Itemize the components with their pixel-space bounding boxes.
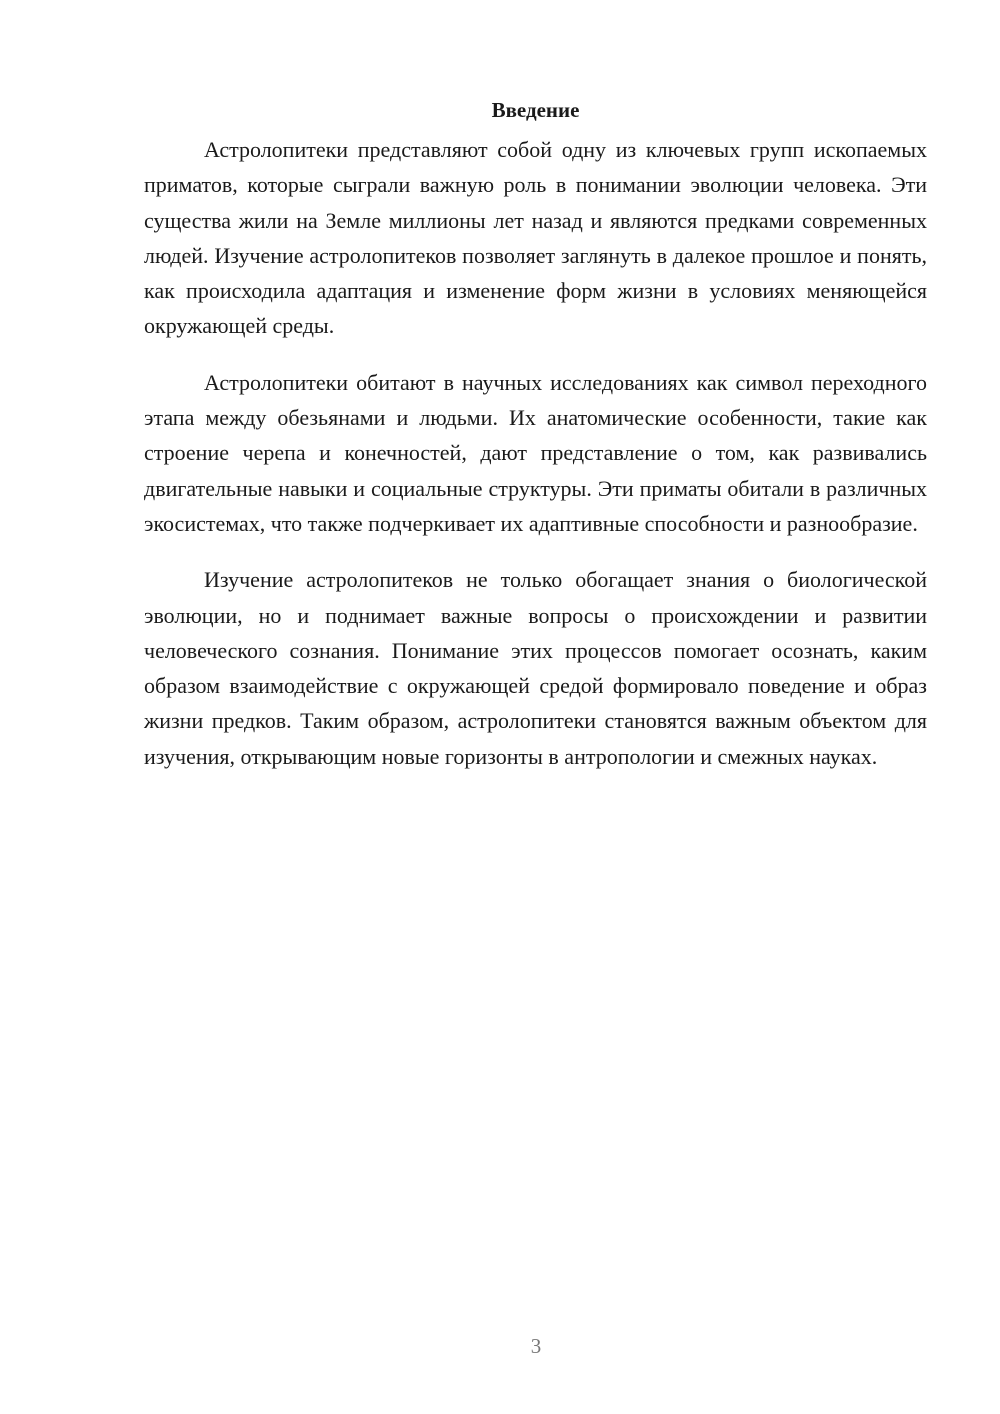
paragraph-3: Изучение астролопитеков не только обогащает знания о биологической эволюции, но и поднимает важные вопросы о происхождении и развитии человеческого сознания. Понимание этих процессов помогает осознать, каким образом взаимодействие с окружающей средой формировало поведение и образ жизни предков. Таким образом, астролопитеки становятся важным объектом для изучения, открывающим новые горизонты в антропологии и смежных науках.	[144, 567, 927, 769]
page-content	[144, 96, 927, 795]
paragraph-2: Астролопитеки обитают в научных исследованиях как символ переходного этапа между обезьянами и людьми. Их анатомические особенности, такие как строение черепа и конечностей, дают представление о том, как развивались двигательные навыки и социальные структуры. Эти приматы обитали в различных экосистемах, что также подчеркивает их адаптивные способности и разнообразие.	[144, 369, 927, 536]
page-number: 3	[530, 1334, 542, 1358]
paragraph-1: Астролопитеки представляют собой одну из ключевых групп ископаемых приматов, которые сыграли важную роль в понимании эволюции человека. Эти существа жили на Земле миллионы лет назад и являются предками современных людей. Изучение астролопитеков позволяет заглянуть в далекое прошлое и понять, как происходила адаптация и изменение форм жизни в условиях меняющейся окружающей среды.	[144, 137, 927, 339]
section-title: Введение	[491, 98, 580, 122]
